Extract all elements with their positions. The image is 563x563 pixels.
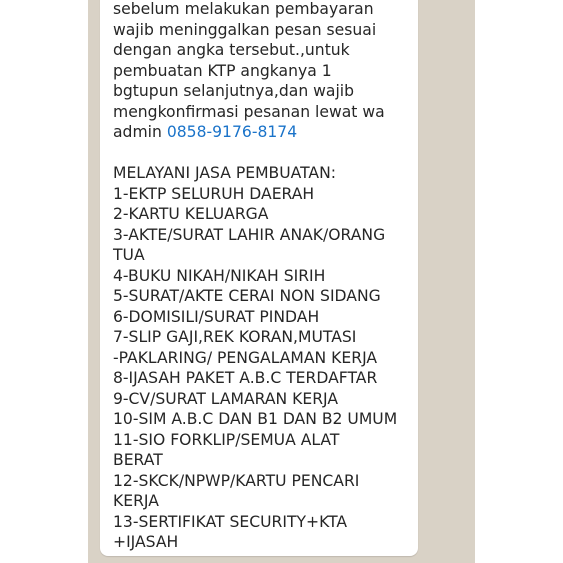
admin-phone-link[interactable]: 0858-9176-8174 bbox=[166, 123, 298, 141]
service-item: TUA bbox=[113, 246, 145, 264]
service-item: 10-SIM A.B.C DAN B1 DAN B2 UMUM bbox=[113, 410, 398, 428]
message-line: dengan angka tersebut.,untuk bbox=[113, 41, 350, 59]
message-line: bgtupun selanjutnya,dan wajib bbox=[113, 82, 355, 100]
service-item: 1-EKTP SELURUH DAERAH bbox=[113, 184, 315, 203]
service-item: 5-SURAT/AKTE CERAI NON SIDANG bbox=[113, 287, 381, 305]
service-heading: MELAYANI JASA PEMBUATAN: bbox=[113, 164, 336, 182]
admin-line bbox=[113, 122, 418, 143]
message-line: mengkonfirmasi pesanan lewat wa bbox=[113, 102, 385, 121]
message-line: wajib meninggalkan pesan sesuai bbox=[113, 20, 377, 39]
service-item: 11-SIO FORKLIP/SEMUA ALAT bbox=[113, 430, 340, 449]
service-item: 7-SLIP GAJI,REK KORAN,MUTASI bbox=[113, 328, 357, 346]
service-item: 9-CV/SURAT LAMARAN KERJA bbox=[113, 389, 339, 408]
service-item: 6-DOMISILI/SURAT PINDAH bbox=[113, 307, 320, 326]
service-item: 4-BUKU NIKAH/NIKAH SIRIH bbox=[113, 266, 326, 285]
service-item: 8-IJASAH PAKET A.B.C TERDAFTAR bbox=[113, 369, 378, 387]
service-item: BERAT bbox=[113, 451, 163, 469]
service-item: KERJA bbox=[113, 492, 159, 510]
service-item: 2-KARTU KELUARGA bbox=[113, 205, 269, 223]
service-item: 13-SERTIFIKAT SECURITY+KTA bbox=[113, 512, 348, 531]
message-line: pembuatan KTP angkanya 1 bbox=[113, 61, 332, 80]
blank-line bbox=[113, 143, 418, 164]
service-item: 12-SKCK/NPWP/KARTU PENCARI bbox=[113, 471, 360, 490]
service-item: 3-AKTE/SURAT LAHIR ANAK/ORANG bbox=[113, 225, 386, 244]
service-item: +IJASAH bbox=[113, 533, 179, 551]
service-item: -PAKLARING/ PENGALAMAN KERJA bbox=[113, 348, 378, 367]
message-line: sebelum melakukan pembayaran bbox=[113, 0, 374, 18]
admin-label: admin bbox=[113, 123, 167, 141]
message-text bbox=[113, 0, 418, 553]
